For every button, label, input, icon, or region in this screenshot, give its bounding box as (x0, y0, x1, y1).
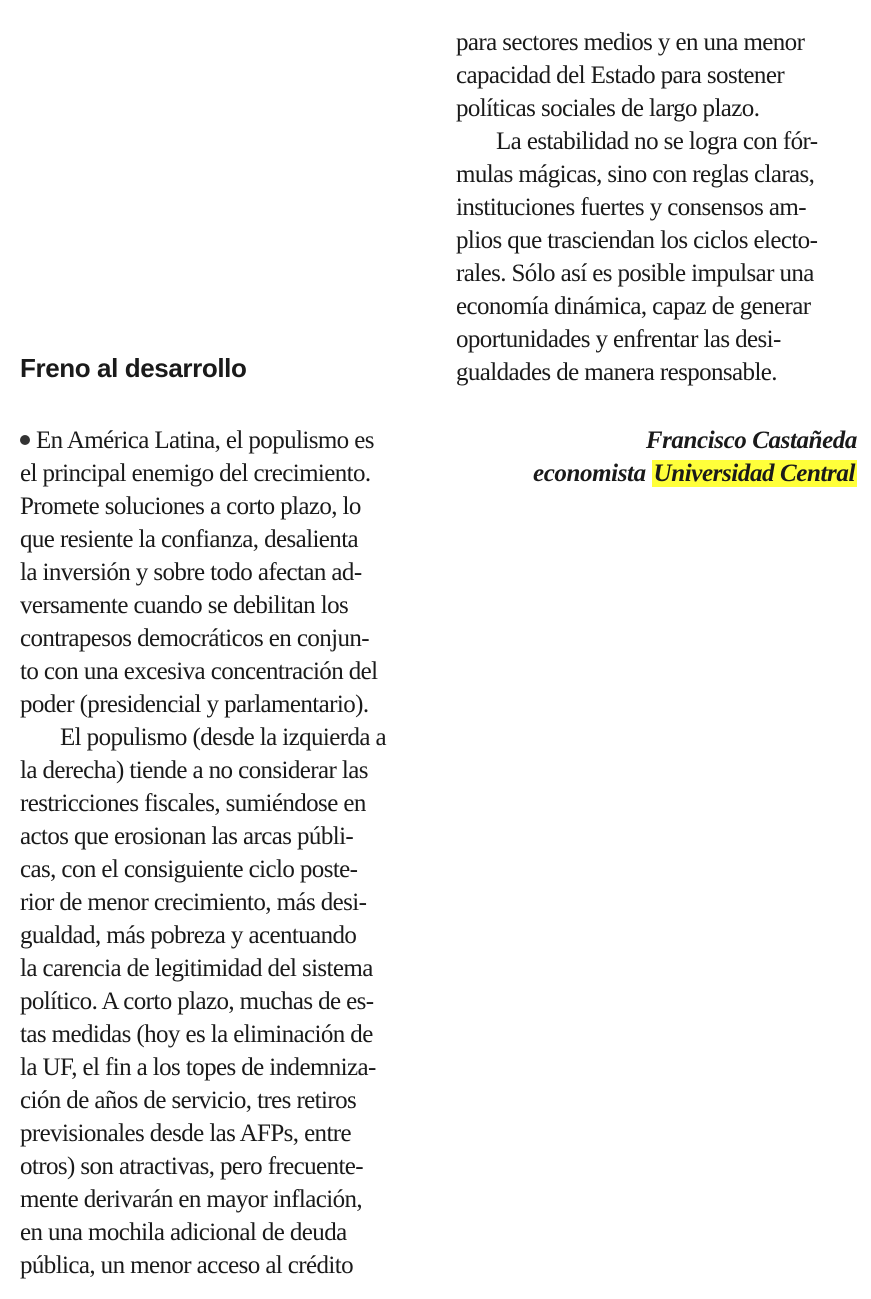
body-text-line: oportunidades y enfrentar las desi- (456, 326, 781, 353)
body-text-line: mulas mágicas, sino con reglas claras, (456, 161, 815, 188)
body-text-line: contrapesos democráticos en conjun- (20, 625, 370, 652)
body-text-line: instituciones fuertes y consensos am- (456, 194, 806, 221)
body-text-line: previsionales desde las AFPs, entre (20, 1120, 352, 1147)
body-text-line: poder (presidencial y parlamentario). (20, 691, 369, 718)
body-text-line: restricciones fiscales, sumiéndose en (20, 790, 366, 817)
section-heading: Freno al desarrollo (20, 353, 247, 383)
body-text-line: tas medidas (hoy es la eliminación de (20, 1021, 373, 1048)
author-affiliation (533, 457, 857, 490)
body-text-line-first (20, 424, 374, 457)
body-text-line: economía dinámica, capaz de generar (456, 293, 811, 320)
body-text-line: otros) son atractivas, pero frecuente- (20, 1153, 364, 1180)
body-text-line: gualdades de manera responsable. (456, 359, 777, 386)
body-text: En América Latina, el populismo es (36, 427, 374, 454)
body-text-line: cas, con el consiguiente ciclo poste- (20, 856, 358, 883)
body-text-line: Promete soluciones a corto plazo, lo (20, 493, 361, 520)
body-text-line: la UF, el fin a los topes de indemniza- (20, 1054, 376, 1081)
body-text-line: mente derivarán en mayor inflación, (20, 1186, 363, 1213)
bullet-icon (20, 435, 30, 445)
body-text-line: que resiente la confianza, desalienta (20, 526, 359, 553)
body-text-line: políticas sociales de largo plazo. (456, 95, 760, 122)
body-text-line: la carencia de legitimidad del sistema (20, 955, 373, 982)
body-text-line: el principal enemigo del crecimiento. (20, 460, 371, 487)
body-text-line: ción de años de servicio, tres retiros (20, 1087, 357, 1114)
body-text-line: gualdad, más pobreza y acentuando (20, 922, 357, 949)
body-text-line: capacidad del Estado para sostener (456, 62, 785, 89)
author-name: Francisco Castañeda (645, 427, 857, 454)
body-text-line: to con una excesiva concentración del (20, 658, 378, 685)
body-text-line: la inversión y sobre todo afectan ad- (20, 559, 362, 586)
body-text-line: para sectores medios y en una menor (456, 29, 805, 56)
body-text-line: político. A corto plazo, muchas de es- (20, 988, 374, 1015)
body-text-line: en una mochila adicional de deuda (20, 1219, 347, 1246)
body-text-line: La estabilidad no se logra con fór- (496, 128, 818, 155)
author-role: economista (533, 460, 646, 487)
body-text-line: El populismo (desde la izquierda a (60, 724, 387, 751)
body-text-line: pública, un menor acceso al crédito (20, 1252, 354, 1279)
body-text-line: versamente cuando se debilitan los (20, 592, 349, 619)
body-text-line: plios que trasciendan los ciclos electo- (456, 227, 818, 254)
body-text-line: rales. Sólo así es posible impulsar una (456, 260, 814, 287)
body-text-line: actos que erosionan las arcas públi- (20, 823, 354, 850)
body-text-line: la derecha) tiende a no considerar las (20, 757, 368, 784)
body-text-line: rior de menor crecimiento, más desi- (20, 889, 367, 916)
author-institution-highlighted: Universidad Central (653, 460, 855, 487)
